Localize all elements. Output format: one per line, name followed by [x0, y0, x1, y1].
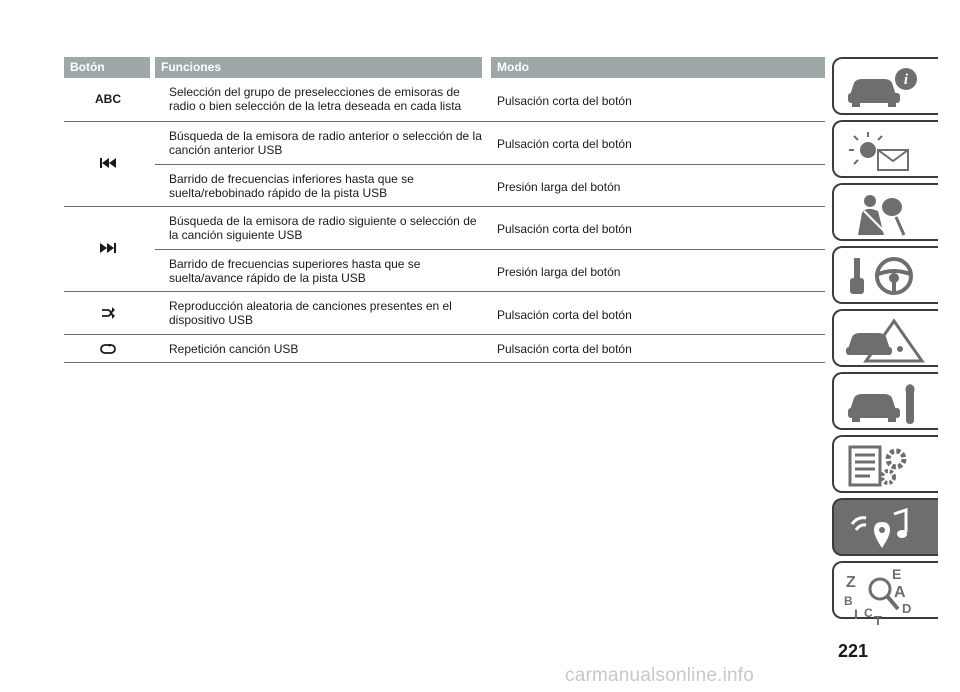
tab-safety[interactable] [832, 183, 938, 241]
car-info-icon [844, 65, 930, 111]
index-letter: A [894, 584, 906, 601]
function-text: Reproducción aleatoria de canciones presentes en el dispositivo USB [169, 299, 452, 327]
next-track-icon [64, 241, 152, 255]
tab-emergency[interactable] [832, 309, 938, 367]
mode-text: Pulsación corta del botón [497, 308, 632, 322]
function-text: Barrido de frecuencias inferiores hasta que se suelta/rebobinado rápido de la pista USB [169, 172, 414, 200]
multimedia-icon [844, 506, 930, 552]
table-row [64, 78, 825, 122]
emergency-triangle-icon [844, 317, 930, 363]
tab-technical-data[interactable] [832, 435, 938, 493]
repeat-icon [64, 342, 152, 356]
mode-text: Pulsación corta del botón [497, 94, 632, 108]
function-table [64, 57, 825, 363]
shuffle-icon [64, 306, 152, 320]
function-text: Repetición canción USB [169, 342, 299, 356]
index-letter: D [902, 601, 912, 616]
table-header [64, 57, 825, 78]
mode-text: Pulsación corta del botón [497, 137, 632, 151]
airbag-seatbelt-icon [844, 191, 930, 237]
function-text: Barrido de frecuencias superiores hasta que se suelta/avance rápido de la pista USB [169, 257, 421, 285]
alphabetical-index-icon [844, 569, 930, 625]
index-letter: I [854, 606, 858, 622]
header-button: Botón [64, 57, 150, 78]
mode-text: Pulsación corta del botón [497, 342, 632, 356]
mode-text: Pulsación corta del botón [497, 222, 632, 236]
watermark: carmanualsonline.info [565, 665, 755, 686]
index-letter: T [874, 613, 882, 625]
table-row [64, 207, 825, 292]
tab-starting-driving[interactable] [832, 246, 938, 304]
function-text: Selección del grupo de preselecciones de emisoras de radio o bien selección de la letra deseada en cada lista [169, 85, 462, 113]
index-letter: E [892, 569, 902, 582]
previous-track-icon [64, 156, 152, 170]
table-row [64, 335, 825, 363]
index-letter: B [844, 594, 853, 608]
warning-light-message-icon [844, 128, 930, 174]
tab-warning-lights[interactable] [832, 120, 938, 178]
tab-car-info[interactable] [832, 57, 938, 115]
technical-data-icon [844, 443, 930, 489]
abc-button-label: ABC [95, 92, 121, 106]
table-row [64, 292, 825, 335]
mode-text: Presión larga del botón [497, 265, 621, 279]
tab-alphabetical-index[interactable] [832, 561, 938, 625]
tab-multimedia[interactable] [832, 498, 938, 556]
function-text: Búsqueda de la emisora de radio siguiente o selección de la canción siguiente USB [169, 214, 477, 242]
index-letter: Z [846, 574, 856, 591]
table-row [64, 122, 825, 207]
car-maintenance-icon [844, 380, 930, 426]
tab-maintenance[interactable] [832, 372, 938, 430]
mode-text: Presión larga del botón [497, 180, 621, 194]
index-letter: C [864, 606, 873, 620]
function-text: Búsqueda de la emisora de radio anterior o selección de la canción anterior USB [169, 129, 482, 157]
key-steering-wheel-icon [844, 254, 930, 300]
page-number: 221 [837, 641, 868, 661]
header-mode: Modo [491, 57, 825, 78]
svg-text:i: i [903, 72, 909, 88]
header-functions: Funciones [155, 57, 482, 78]
